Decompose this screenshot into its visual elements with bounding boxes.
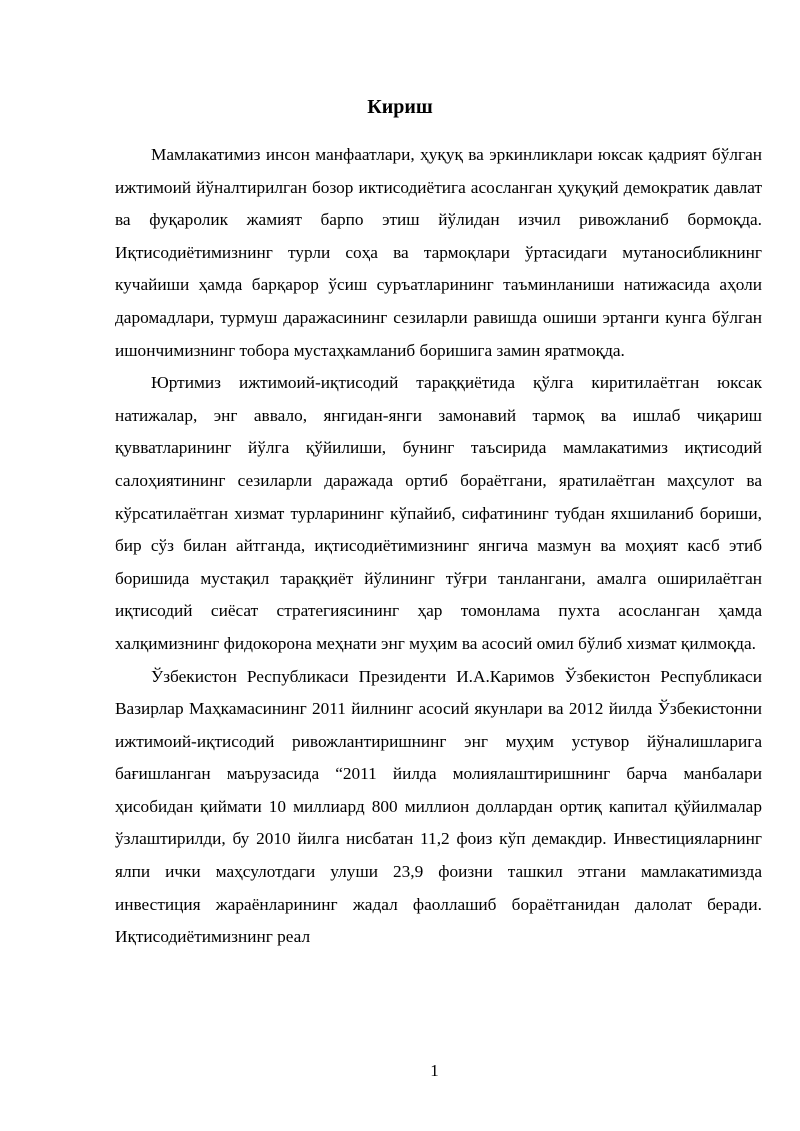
paragraph-3: Ўзбекистон Республикаси Президенти И.А.Каримов Ўзбекистон Республикаси Вазирлар Маҳкамасининг 2011 йилнинг асосий якунлари ва 2012 йилда Ўзбекистонни ижтимоий-иқтисодий ривожлантиришнинг энг муҳим устувор йўналишларига бағишланган маърузасида “2011 йилда молиялаштиришнинг барча манбалари ҳисобидан қиймати 10 миллиард 800 миллион доллардан ортиқ капитал қўйилмалар ўзлаштирилди, бу 2010 йилга нисбатан 11,2 фоиз кўп демакдир. Инвестицияларнинг ялпи ички маҳсулотдаги улуши 23,9 фоизни ташкил этгани мамлакатимизда инвестиция жараёнларининг жадал фаоллашиб бораётганидан далолат беради. Иқтисодиётимизнинг реал — [115, 666, 762, 947]
section-title: Кириш — [367, 96, 433, 118]
page-number: 1 — [430, 1061, 439, 1080]
paragraph-2: Юртимиз ижтимоий-иқтисодий тараққиётида қўлга киритилаётган юксак натижалар, энг аввало, янгидан-янги замонавий тармоқ ва ишлаб чиқариш қувватларининг йўлга қўйилиши, бунинг таъсирида мамлакатимиз иқтисодий салоҳиятининг сезиларли даражада ортиб бораётгани, яратилаётган маҳсулот ва кўрсатилаётган хизмат турларининг кўпайиб, сифатининг тубдан яхшиланиб бориши, бир сўз билан айтганда, иқтисодиётимизнинг янгича мазмун ва моҳият касб этиб боришида мустақил тараққиёт йўлининг тўғри танлангани, амалга оширилаётган иқтисодий сиёсат стратегиясининг ҳар томонлама пухта асосланган ҳамда халқимизнинг фидокорона меҳнати энг муҳим ва асосий омил бўлиб хизмат қилмоқда. — [115, 373, 762, 653]
body-text — [115, 139, 762, 954]
paragraph-1: Мамлакатимиз инсон манфаатлари, ҳуқуқ ва эркинликлари юксак қадрият бўлган ижтимоий йўналтирилган бозор иктисодиётига асосланган ҳуқуқий демократик давлат ва фуқаролик жамият барпо этиш йўлидан изчил ривожланиб бормоқда. Иқтисодиётимизнинг турли соҳа ва тармоқлари ўртасидаги мутаносибликнинг кучайиши ҳамда барқарор ўсиш суръатларининг таъминланиши натижасида аҳоли даромадлари, турмуш даражасининг сезиларли равишда ошиши эртанги кунга бўлган ишончимизнинг тобора мустаҳкамланиб боришига замин яратмоқда. — [115, 145, 762, 360]
